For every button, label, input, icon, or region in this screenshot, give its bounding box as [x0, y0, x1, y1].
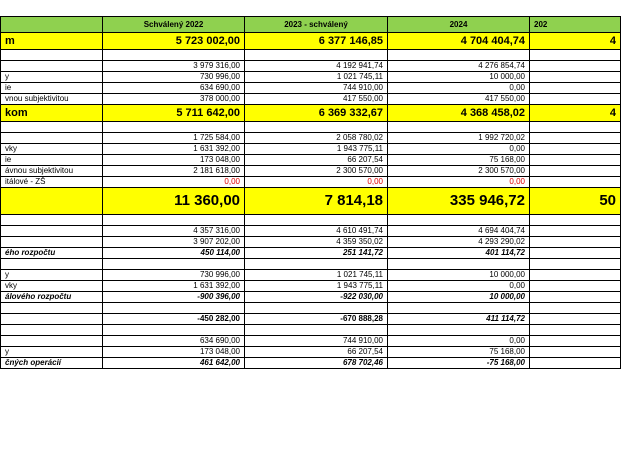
row-label[interactable]: y [1, 72, 103, 83]
cell[interactable]: 4 704 404,74 [388, 33, 530, 50]
cell[interactable] [1, 215, 103, 226]
cell[interactable] [1, 325, 103, 336]
cell[interactable]: 4 610 491,74 [245, 226, 388, 237]
table-row [1, 83, 621, 94]
cell[interactable] [530, 281, 621, 292]
cell[interactable]: 0,00 [245, 177, 388, 188]
cell[interactable] [530, 177, 621, 188]
cell[interactable]: 4 359 350,02 [245, 237, 388, 248]
cell[interactable] [530, 94, 621, 105]
cell[interactable]: 1 992 720,02 [388, 133, 530, 144]
cell[interactable] [530, 155, 621, 166]
cell[interactable]: 378 000,00 [103, 94, 245, 105]
row-label[interactable]: ého rozpočtu [1, 248, 103, 259]
row-label[interactable]: vky [1, 144, 103, 155]
cell[interactable]: 251 141,72 [245, 248, 388, 259]
cell[interactable] [388, 259, 530, 270]
cell[interactable] [530, 133, 621, 144]
cell[interactable]: 2 300 570,00 [245, 166, 388, 177]
cell[interactable] [1, 259, 103, 270]
cell[interactable]: 5 723 002,00 [103, 33, 245, 50]
cell[interactable]: 0,00 [388, 336, 530, 347]
table-row [1, 94, 621, 105]
table-row [1, 347, 621, 358]
table-row [1, 50, 621, 61]
row-label[interactable]: vnou subjektivitou [1, 94, 103, 105]
cell[interactable] [530, 144, 621, 155]
row-label[interactable] [1, 226, 103, 237]
cell[interactable]: -900 396,00 [103, 292, 245, 303]
cell[interactable]: -922 030,00 [245, 292, 388, 303]
cell[interactable] [530, 248, 621, 259]
row-label[interactable]: čných operácií [1, 358, 103, 369]
cell[interactable]: 411 114,72 [388, 314, 530, 325]
cell[interactable] [530, 50, 621, 61]
table-row [1, 237, 621, 248]
cell[interactable]: 744 910,00 [245, 336, 388, 347]
row-label[interactable]: y [1, 270, 103, 281]
cell[interactable]: 4 192 941,74 [245, 61, 388, 72]
row-label[interactable] [1, 336, 103, 347]
cell[interactable] [103, 325, 245, 336]
cell[interactable]: 5 711 642,00 [103, 105, 245, 122]
cell[interactable]: 461 642,00 [103, 358, 245, 369]
table-row [1, 188, 621, 215]
cell[interactable] [388, 215, 530, 226]
row-label[interactable] [1, 237, 103, 248]
header-2023-schvaleny[interactable]: 2023 - schválený [245, 17, 388, 33]
cell[interactable]: 335 946,72 [388, 188, 530, 215]
row-label[interactable] [1, 61, 103, 72]
cell[interactable]: 2 058 780,02 [245, 133, 388, 144]
table-row [1, 61, 621, 72]
cell[interactable]: 2 300 570,00 [388, 166, 530, 177]
cell[interactable] [530, 83, 621, 94]
cell[interactable]: 401 114,72 [388, 248, 530, 259]
cell[interactable] [388, 303, 530, 314]
table-row [1, 144, 621, 155]
cell[interactable] [245, 259, 388, 270]
cell[interactable]: 4 276 854,74 [388, 61, 530, 72]
cell[interactable]: 7 814,18 [245, 188, 388, 215]
cell[interactable] [530, 336, 621, 347]
cell[interactable]: 2 181 618,00 [103, 166, 245, 177]
cell[interactable] [530, 259, 621, 270]
cell[interactable]: -670 888,28 [245, 314, 388, 325]
cell[interactable]: 730 996,00 [103, 270, 245, 281]
cell[interactable]: 10 000,00 [388, 72, 530, 83]
cell[interactable]: 6 369 332,67 [245, 105, 388, 122]
cell[interactable] [388, 122, 530, 133]
cell[interactable] [103, 215, 245, 226]
cell[interactable] [388, 325, 530, 336]
header-2024[interactable]: 2024 [388, 17, 530, 33]
table-row [1, 226, 621, 237]
cell[interactable]: 0,00 [388, 281, 530, 292]
cell[interactable]: 1 021 745,11 [245, 270, 388, 281]
cell[interactable] [103, 303, 245, 314]
cell[interactable]: 75 168,00 [388, 347, 530, 358]
cell[interactable]: 75 168,00 [388, 155, 530, 166]
cell[interactable]: 0,00 [388, 144, 530, 155]
cell[interactable]: 6 377 146,85 [245, 33, 388, 50]
cell[interactable]: 173 048,00 [103, 347, 245, 358]
cell[interactable]: 4 [530, 33, 621, 50]
cell[interactable]: 4 293 290,02 [388, 237, 530, 248]
cell[interactable]: 1 631 392,00 [103, 281, 245, 292]
cell[interactable]: 10 000,00 [388, 270, 530, 281]
cell[interactable]: 417 550,00 [388, 94, 530, 105]
cell[interactable] [530, 72, 621, 83]
cell[interactable]: 744 910,00 [245, 83, 388, 94]
cell[interactable]: 50 [530, 188, 621, 215]
cell[interactable]: 3 907 202,00 [103, 237, 245, 248]
table-row [1, 259, 621, 270]
cell[interactable]: 0,00 [103, 177, 245, 188]
table-row [1, 303, 621, 314]
cell[interactable] [245, 50, 388, 61]
cell[interactable]: 634 690,00 [103, 83, 245, 94]
cell[interactable] [245, 325, 388, 336]
cell[interactable] [103, 122, 245, 133]
table-row [1, 133, 621, 144]
cell[interactable]: 3 979 316,00 [103, 61, 245, 72]
cell[interactable] [530, 215, 621, 226]
cell[interactable] [245, 122, 388, 133]
row-label[interactable]: ávnou subjektivitou [1, 166, 103, 177]
cell[interactable]: 66 207,54 [245, 155, 388, 166]
cell[interactable] [530, 122, 621, 133]
header-schvaleny-2022[interactable]: Schválený 2022 [103, 17, 245, 33]
row-label[interactable]: m [1, 33, 103, 50]
table-row [1, 314, 621, 325]
row-label[interactable]: itálové - ZŠ [1, 177, 103, 188]
table-row [1, 155, 621, 166]
header-label-cell[interactable] [1, 17, 103, 33]
cell[interactable] [530, 270, 621, 281]
cell[interactable] [103, 50, 245, 61]
table-row [1, 105, 621, 122]
cell[interactable]: 173 048,00 [103, 155, 245, 166]
cell[interactable] [1, 122, 103, 133]
cell[interactable]: -75 168,00 [388, 358, 530, 369]
cell[interactable] [103, 259, 245, 270]
cell[interactable]: 1 631 392,00 [103, 144, 245, 155]
row-label[interactable] [1, 314, 103, 325]
row-label[interactable]: álového rozpočtu [1, 292, 103, 303]
cell[interactable] [530, 292, 621, 303]
cell[interactable] [1, 303, 103, 314]
cell[interactable]: 1 943 775,11 [245, 144, 388, 155]
cell[interactable] [388, 50, 530, 61]
cell[interactable] [245, 303, 388, 314]
table-row [1, 166, 621, 177]
table-row [1, 292, 621, 303]
header-row [1, 17, 621, 33]
cell[interactable] [530, 303, 621, 314]
cell[interactable] [530, 325, 621, 336]
row-label[interactable]: ie [1, 83, 103, 94]
row-label[interactable] [1, 133, 103, 144]
cell[interactable] [530, 226, 621, 237]
cell[interactable]: 678 702,46 [245, 358, 388, 369]
cell[interactable]: 4 694 404,74 [388, 226, 530, 237]
table-row [1, 122, 621, 133]
cell[interactable] [530, 358, 621, 369]
cell[interactable] [245, 215, 388, 226]
cell[interactable]: 10 000,00 [388, 292, 530, 303]
budget-table [0, 16, 621, 369]
table-row [1, 270, 621, 281]
cell[interactable]: 417 550,00 [245, 94, 388, 105]
row-label[interactable]: kom [1, 105, 103, 122]
table-row [1, 281, 621, 292]
table-row [1, 177, 621, 188]
table-row [1, 33, 621, 50]
cell[interactable]: 66 207,54 [245, 347, 388, 358]
header-2025[interactable]: 202 [530, 17, 621, 33]
cell[interactable]: 1 725 584,00 [103, 133, 245, 144]
cell[interactable] [530, 166, 621, 177]
cell[interactable]: 4 [530, 105, 621, 122]
cell[interactable]: 4 368 458,02 [388, 105, 530, 122]
row-label[interactable]: y [1, 347, 103, 358]
cell[interactable]: -450 282,00 [103, 314, 245, 325]
row-label[interactable]: vky [1, 281, 103, 292]
row-label[interactable]: ie [1, 155, 103, 166]
table-row [1, 215, 621, 226]
cell[interactable]: 1 943 775,11 [245, 281, 388, 292]
cell[interactable]: 4 357 316,00 [103, 226, 245, 237]
table-row [1, 325, 621, 336]
cell[interactable]: 730 996,00 [103, 72, 245, 83]
cell[interactable]: 1 021 745,11 [245, 72, 388, 83]
cell[interactable]: 450 114,00 [103, 248, 245, 259]
cell[interactable] [530, 61, 621, 72]
cell[interactable]: 634 690,00 [103, 336, 245, 347]
cell[interactable] [530, 237, 621, 248]
cell[interactable]: 0,00 [388, 83, 530, 94]
row-label[interactable] [1, 188, 103, 215]
table-row [1, 248, 621, 259]
cell[interactable]: 11 360,00 [103, 188, 245, 215]
cell[interactable] [1, 50, 103, 61]
cell[interactable] [530, 347, 621, 358]
table-row [1, 72, 621, 83]
cell[interactable]: 0,00 [388, 177, 530, 188]
table-row [1, 358, 621, 369]
table-row [1, 336, 621, 347]
cell[interactable] [530, 314, 621, 325]
